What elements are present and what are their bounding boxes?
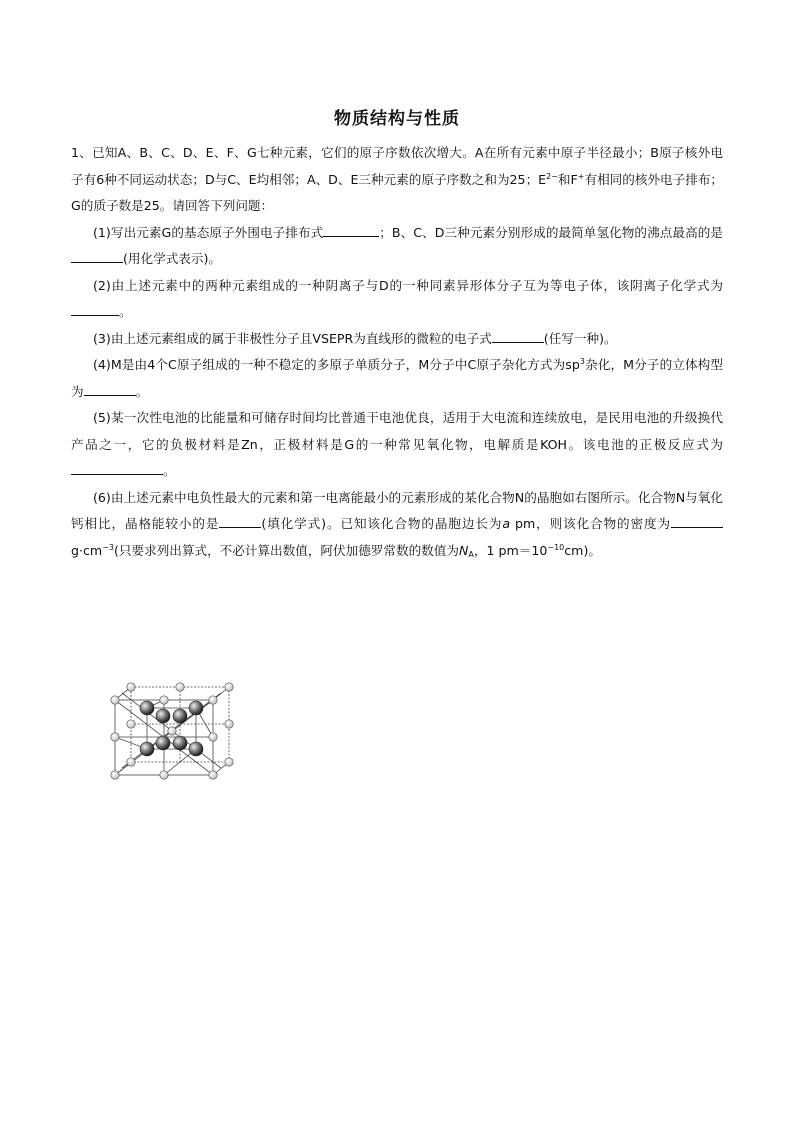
answer-blank: [492, 328, 544, 343]
answer-blank: [323, 222, 379, 237]
answer-blank: [71, 248, 123, 263]
sub-question-4: (4)M是由4个C原子组成的一种不稳定的多原子单质分子，M分子中C原子杂化方式为$sp^3$杂化，M分子的立体构型为 。: [71, 357, 723, 399]
sub-question-2: (2)由上述元素中的两种元素组成的一种阴离子与D的一种同素异形体分子互为等电子体，该阴离子化学式为。: [71, 273, 723, 326]
question-intro: 1、已知A、B、C、D、E、F、G七种元素，它们的原子序数依次增大。A在所有元素中原子半径最小；B原子核外电子有6种不同运动状态；D与C、E均相邻；A、D、E三种元素的原子序数之和为25；$E^{2-}$和F+有相同的核外电子排布；G的质子数是25。请回答下列问题：: [71, 145, 723, 213]
answer-blank: [219, 513, 261, 528]
answer-blank: [84, 381, 136, 396]
crystal-cell-figure: [106, 682, 236, 786]
answer-blank: [71, 460, 163, 475]
fluorite-unit-cell-diagram: [106, 682, 236, 782]
question-1: [71, 140, 723, 564]
answer-blank: [671, 513, 723, 528]
sub-question-3: (3)由上述元素组成的属于非极性分子且VSEPR为直线形的微粒的电子式 (任写一种)。: [71, 326, 723, 353]
page-title: 物质结构与性质: [334, 109, 460, 129]
sub-question-1: (1)写出元素G的基态原子外围电子排布式 ；B、C、D三种元素分别形成的最简单氢化物的沸点最高的是(用化学式表示)。: [71, 220, 723, 273]
answer-blank: [71, 301, 119, 316]
sub-question-6: (6)由上述元素中电负性最大的元素和第一电离能最小的元素形成的某化合物N的晶胞如右图所示。化合物N与氧化钙相比，晶格能较小的是 (填化学式)。已知该化合物的晶胞边长为a pm，则该化合物的密度为$g\cdot cm^{-3}$(只要求列出算式，不必计算出数值，阿伏加德罗常数的数值为$N_A$，1 $pm=10^{-10}cm$)。: [71, 489, 723, 559]
sub-question-5: (5)某一次性电池的比能量和可储存时间均比普通干电池优良，适用于大电流和连续放电，是民用电池的升级换代产品之一，它的负极材料是Zn，正极材料是G的一种常见氧化物，电解质是KOH。该电池的正极反应式为。: [71, 410, 723, 478]
